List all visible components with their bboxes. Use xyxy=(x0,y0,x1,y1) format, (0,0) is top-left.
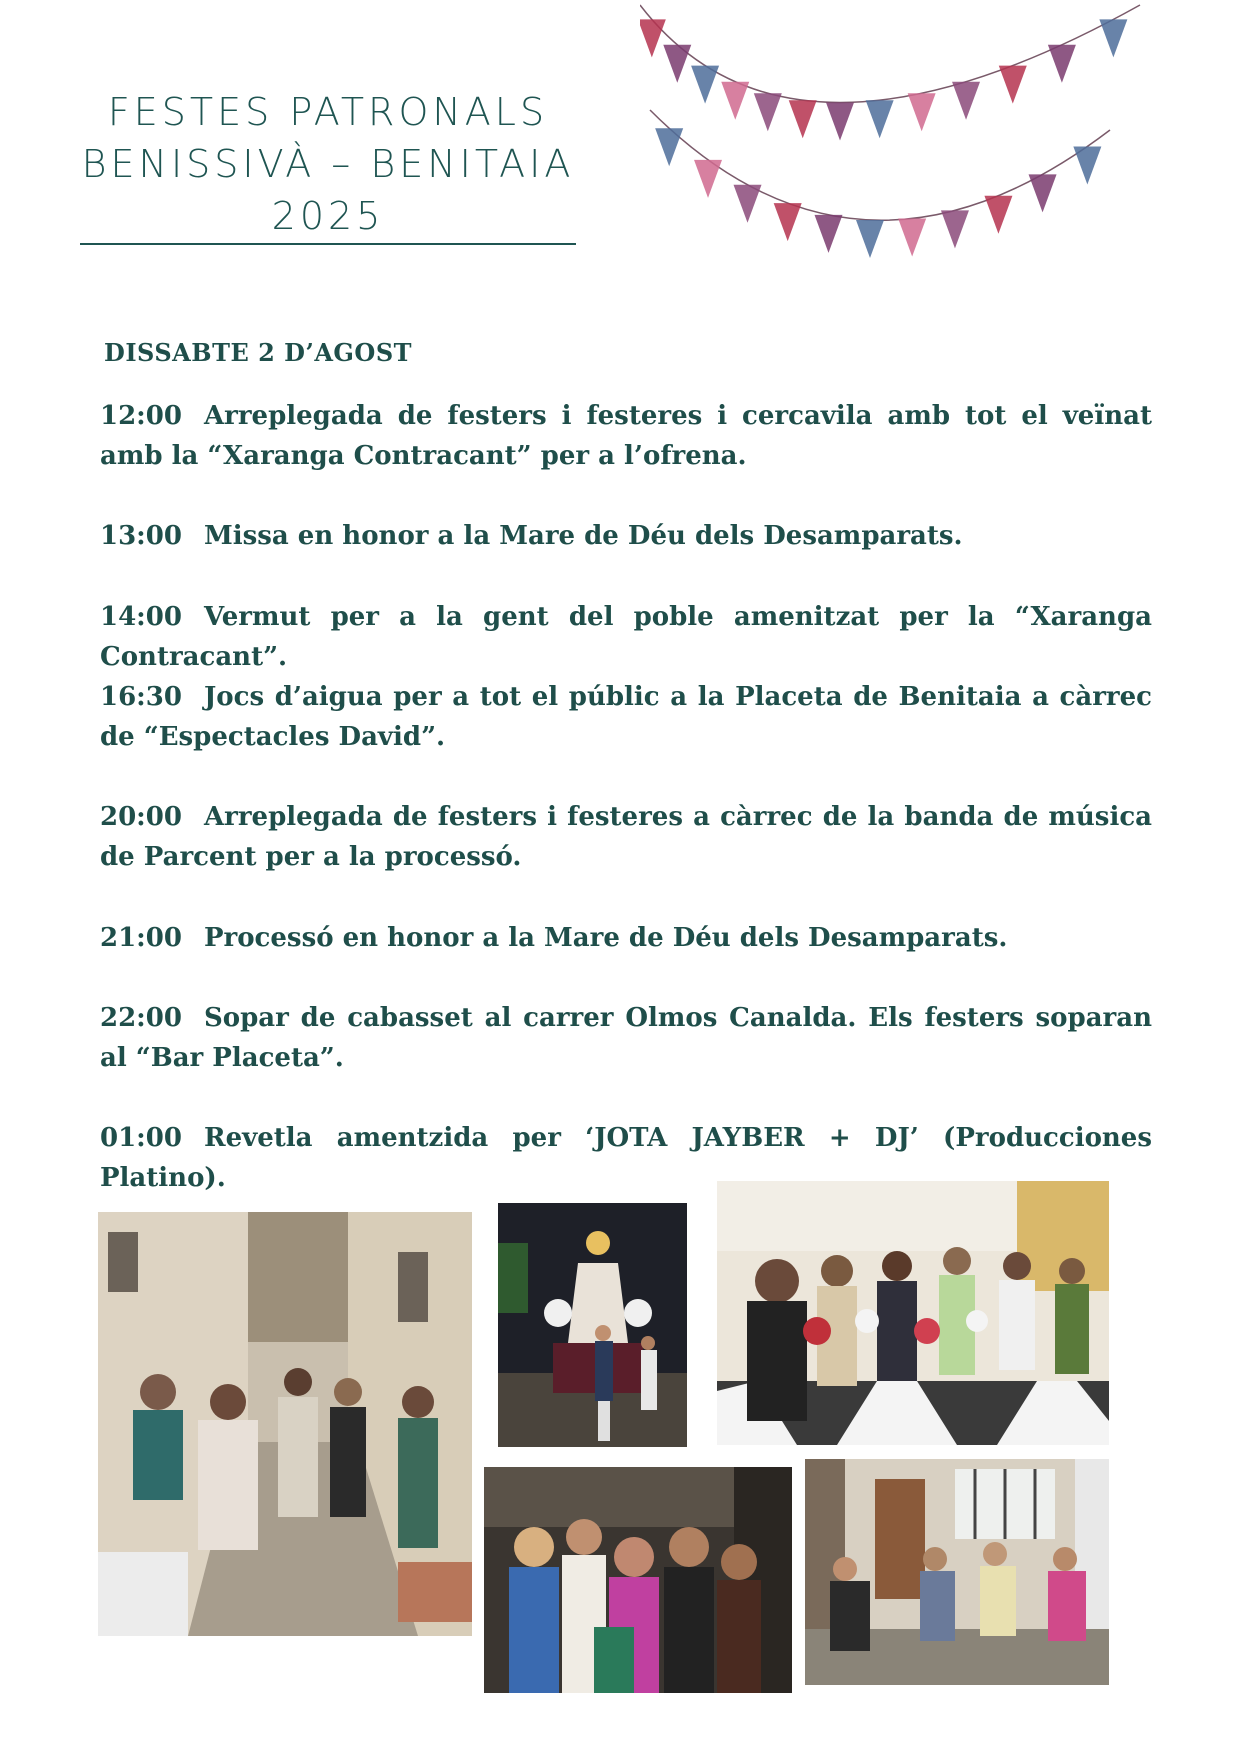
bunting-flag xyxy=(721,82,749,120)
bunting-flag xyxy=(691,66,719,104)
event-description: Arreplegada de festers i festeres a càrrec de la banda de música de Parcent per a la processó. xyxy=(100,802,1152,872)
program-event xyxy=(100,396,1152,476)
program-event xyxy=(100,998,1152,1078)
program-event xyxy=(100,797,1152,877)
bunting-flag xyxy=(999,66,1027,104)
bunting-flag xyxy=(774,203,802,241)
event-description: Jocs d’aigua per a tot el públic a la Placeta de Benitaia a càrrec de “Espectacles David”. xyxy=(100,682,1152,752)
bunting-flag xyxy=(754,93,782,131)
event-description: Arreplegada de festers i festeres i cercavila amb tot el veïnat amb la “Xaranga Contracant” per a l’ofrena. xyxy=(100,401,1152,471)
church-girls-flowers-photo xyxy=(717,1181,1109,1445)
street-dinner-photo xyxy=(98,1212,472,1636)
bunting-flag xyxy=(655,128,683,166)
bunting-flag xyxy=(941,210,969,248)
event-description: Vermut per a la gent del poble amenitzat per la “Xaranga Contracant”. xyxy=(100,602,1152,672)
event-time: 16:30 xyxy=(100,682,182,712)
bunting-flag xyxy=(952,82,980,120)
bunting-flag xyxy=(984,196,1012,234)
event-description: Processó en honor a la Mare de Déu dels Desamparats. xyxy=(203,923,1008,953)
night-party-group-photo xyxy=(484,1467,792,1693)
title-line-1: FESTES PATRONALS xyxy=(107,90,549,134)
day-heading: DISSABTE 2 D’AGOST xyxy=(104,338,413,367)
bunting-flag xyxy=(694,160,722,198)
event-time: 22:00 xyxy=(100,1003,182,1033)
bunting-flag xyxy=(826,103,854,141)
bunting-flag xyxy=(789,100,817,138)
event-time: 20:00 xyxy=(100,802,182,832)
bunting-decoration xyxy=(640,0,1160,290)
program-event xyxy=(100,597,1152,677)
elderly-rocking-chairs-photo xyxy=(805,1459,1109,1685)
event-time: 21:00 xyxy=(100,923,182,953)
program-event xyxy=(100,516,1152,556)
title-line-2: BENISSIVÀ – BENITAIA xyxy=(81,142,575,186)
bunting-flag xyxy=(1073,146,1101,184)
bunting-flag xyxy=(1099,19,1127,57)
bunting-flag xyxy=(866,100,894,138)
event-description: Revetla amentzida per ‘JOTA JAYBER + DJ’ (Producciones Platino). xyxy=(100,1123,1152,1193)
page-title xyxy=(78,86,578,242)
bunting-flag xyxy=(898,219,926,257)
bunting-flag xyxy=(663,45,691,83)
bunting-flag xyxy=(734,185,762,223)
program-event xyxy=(100,918,1152,958)
bunting-flag xyxy=(856,220,884,258)
title-line-3: 2025 xyxy=(271,194,385,238)
bunting-flag xyxy=(640,19,666,57)
program-event xyxy=(100,677,1152,757)
event-time: 12:00 xyxy=(100,401,182,431)
procession-night-photo xyxy=(498,1203,687,1447)
bunting-flag xyxy=(1048,45,1076,83)
bunting-flag xyxy=(815,215,843,253)
event-time: 13:00 xyxy=(100,521,182,551)
title-divider xyxy=(80,243,576,245)
event-description: Sopar de cabasset al carrer Olmos Canalda. Els festers soparan al “Bar Placeta”. xyxy=(100,1003,1152,1073)
bunting-flag xyxy=(1029,174,1057,212)
event-time: 01:00 xyxy=(100,1123,182,1153)
event-description: Missa en honor a la Mare de Déu dels Desamparats. xyxy=(203,521,963,551)
event-time: 14:00 xyxy=(100,602,182,632)
bunting-flag xyxy=(908,93,936,131)
